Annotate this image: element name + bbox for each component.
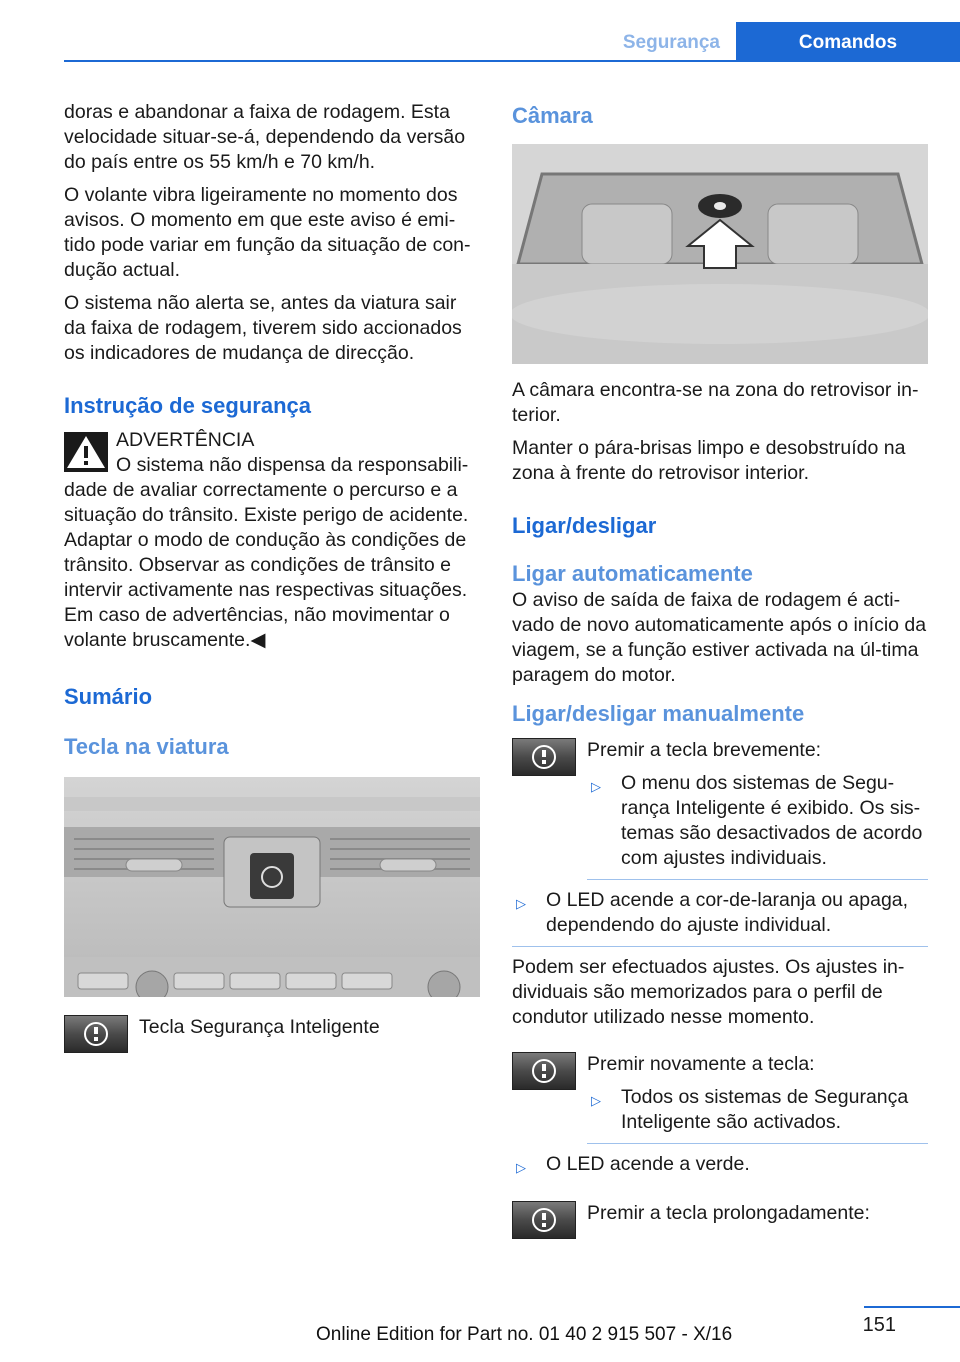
step1-row bbox=[512, 738, 928, 880]
section-label: Segurança bbox=[622, 32, 720, 53]
bullet-text: Todos os sistemas de Segurança Inteligente são activados. bbox=[621, 1086, 909, 1133]
list-item bbox=[512, 888, 928, 947]
intelligent-safety-button-icon bbox=[64, 1015, 128, 1053]
left-column bbox=[64, 100, 480, 1055]
step2-list-cont bbox=[512, 1152, 928, 1185]
camera-paragraph-location: A câmara encontra-se na zona do retrovisor in‐terior. bbox=[512, 379, 919, 426]
step2-row bbox=[512, 1052, 928, 1144]
page-header bbox=[64, 22, 960, 62]
heading-onoff: Ligar/desligar bbox=[512, 513, 657, 538]
step1-list-cont bbox=[512, 888, 928, 947]
list-item bbox=[512, 1152, 928, 1185]
step1-text: Premir a tecla brevemente: bbox=[587, 739, 822, 761]
heading-safety: Instrução de segurança bbox=[64, 393, 311, 418]
warning-text: O sistema não dispensa da responsabili‐dade de avaliar correctamente o percurso e a situação do trânsito. Existe perigo de acidente. Adaptar o modo de condução às condições de trânsito. Observar as condições de trânsito e intervir activamente nas respectivas situações. Em caso de advertências, não movimentar o volante bruscamente.◀ bbox=[64, 454, 469, 651]
triangle-bullet-icon: ▷ bbox=[591, 779, 601, 794]
step2-text: Premir novamente a tecla: bbox=[587, 1053, 815, 1075]
heading-manual: Ligar/desligar manualmente bbox=[512, 701, 805, 726]
auto-paragraph: O aviso de saída de faixa de rodagem é acti‐vado de novo automaticamente após o início da viagem, se a função estiver activada na úl‐tima paragem do motor. bbox=[512, 589, 927, 686]
page-number: 151 bbox=[862, 1314, 896, 1336]
intelligent-safety-button-icon bbox=[512, 1201, 576, 1239]
camera-photo bbox=[512, 144, 928, 364]
heading-auto: Ligar automaticamente bbox=[512, 561, 753, 586]
paragraph-indicators: O sistema não alerta se, antes da viatura sair da faixa de rodagem, tiverem sido accionados os indicadores de mudança de direcção. bbox=[64, 292, 462, 364]
warning-title: ADVERTÊNCIA bbox=[116, 429, 255, 451]
heading-camera: Câmara bbox=[512, 103, 593, 128]
paragraph-vibration: O volante vibra ligeiramente no momento dos avisos. O momento em que este aviso é emi‐tido pode variar em função da situação de con‐dução actual. bbox=[64, 184, 471, 281]
triangle-bullet-icon: ▷ bbox=[516, 896, 526, 911]
bullet-text: O LED acende a cor-de-laranja ou apaga, dependendo do ajuste individual. bbox=[546, 889, 909, 936]
list-item bbox=[587, 771, 928, 880]
chapter-tab: Comandos bbox=[736, 22, 960, 62]
bullet-text: O LED acende a verde. bbox=[546, 1153, 750, 1175]
list-item bbox=[587, 1085, 928, 1144]
step3-row bbox=[512, 1201, 928, 1241]
edition-text: Online Edition for Part no. 01 40 2 915 507 - X/16 bbox=[316, 1324, 733, 1345]
key-row bbox=[64, 1015, 480, 1055]
triangle-bullet-icon: ▷ bbox=[591, 1093, 601, 1108]
step3-text: Premir a tecla prolongadamente: bbox=[587, 1202, 870, 1224]
heading-button: Tecla na viatura bbox=[64, 734, 229, 759]
step2-list bbox=[587, 1085, 928, 1144]
warning-box bbox=[64, 428, 480, 653]
camera-paragraph-clean: Manter o pára-brisas limpo e desobstruído na zona à frente do retrovisor interior. bbox=[512, 437, 906, 484]
step1-list bbox=[587, 771, 928, 880]
bullet-text: O menu dos sistemas de Segu‐rança Inteligente é exibido. Os sis‐temas são desactivados de acordo com ajustes individuais. bbox=[621, 772, 923, 869]
warning-triangle-icon bbox=[64, 432, 108, 472]
footer-divider bbox=[864, 1306, 960, 1308]
right-column bbox=[512, 100, 928, 1241]
key-label: Tecla Segurança Inteligente bbox=[139, 1016, 380, 1038]
triangle-bullet-icon: ▷ bbox=[516, 1160, 526, 1175]
intelligent-safety-button-icon bbox=[512, 738, 576, 776]
heading-summary: Sumário bbox=[64, 684, 153, 709]
paragraph-speed: doras e abandonar a faixa de rodagem. Esta velocidade situar-se-á, dependendo da versão do país entre os 55 km/h e 70 km/h. bbox=[64, 101, 466, 173]
button-photo bbox=[64, 777, 480, 997]
intelligent-safety-button-icon bbox=[512, 1052, 576, 1090]
adjust-paragraph: Podem ser efectuados ajustes. Os ajustes in‐dividuais são memorizados para o perfil de condutor utilizado nesse momento. bbox=[512, 956, 905, 1028]
